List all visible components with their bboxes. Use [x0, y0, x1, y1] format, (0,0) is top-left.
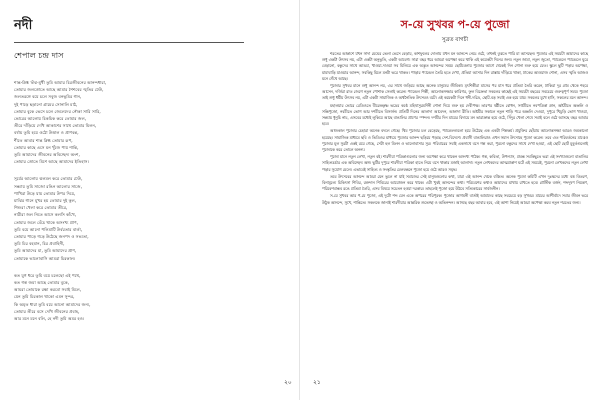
- title-rule: [14, 42, 244, 43]
- poem-line: আর মনে মনে বলি, হে নদী তুমি অমর হও।: [14, 316, 85, 322]
- article-paragraph: পুজো মানে নতুন লেখা, নতুন বই। শারদীয়া পত্রিকাগুলোর জন্য অপেক্ষা করে থাকেন অসংখ্য পাঠক। গল্প, কবিতা, উপন্যাস, প্রবন্ধ সবকিছুতে ভরা এই সংখ্যাগুলো বাঙালির সাহিত্যচর্চার এক অবিচ্ছেদ্য অঙ্গ। ছুটির দুপুরে শারদীয়া পত্রিকা হাতে নিয়ে বসে থাকার মজাই আলাদা। নতুন লেখকদের আত্মপ্রকাশ ঘটে এই সময়েই, পুরনো লেখকদের নতুন লেখা পড়ার সুযোগ মেলে। এভাবেই সাহিত্য ও সংস্কৃতির মেলবন্ধনে পুজো হয়ে ওঠে আরও সমৃদ্ধ।: [322, 154, 588, 172]
- poem-line: দুই পাড়ে ছড়ানো গ্রামের সোনালি মাঠ,: [14, 101, 78, 107]
- poem-line: কত গল্প জমা আছে তোমার বুকে,: [14, 280, 70, 286]
- poem-line: তোমার জলস্রোতে আছে আমার শৈশবের স্মৃতির ঢেউ,: [14, 87, 104, 93]
- poem-line: শান্ত-স্নিগ্ধ ঋঁঝ-মুখী তুমি আমার চিরজীবনের আনন্দধারা,: [14, 80, 107, 85]
- article-title: স-য়ে সুখবর প-য়ে পুজো: [400, 18, 510, 31]
- poem-line: কত যুগ ধরে তুমি বয়ে চলেছো এই পথে,: [14, 272, 81, 278]
- poem-line: ভোরের আলোয় চিকচিক করে তোমার জল,: [14, 116, 87, 122]
- article-paragraph: তবে উৎসবের আনন্দে আমরা যেন ভুলে না যাই সমাজের সেই মানুষগুলোর কথা, যারা এই আনন্দ থেকে বঞ্চিত। অনেক পুজো কমিটি এখন দুঃস্থদের মধ্যে বস্ত্র বিতরণ, বিনামূল্যে চিকিৎসা শিবির, রক্তদান শিবিরের আয়োজন করে থাকে। এটা খুবই আনন্দের কথা। পরিবেশের কথাও আমাদের মাথায় রাখতে হবে। প্লাস্টিক বর্জন, শব্দদূষণ নিয়ন্ত্রণ, পরিবেশবান্ধব রঙে প্রতিমা তৈরি, এসব বিষয়ে সচেতন হওয়া দরকার। তাহলেই পুজো হয়ে উঠবে সত্যিকারের সার্বজনীন।: [322, 173, 588, 192]
- poem-line: তোমার কাছে এসে মন খুঁজে পায় শান্তি,: [14, 144, 79, 150]
- poem-line: তোমার স্রোতে মিশে আছে আমাদের ইতিহাস।: [14, 159, 89, 165]
- poem-line: নারীরা জল নিতে আসে কলসি কাঁখে,: [14, 212, 77, 218]
- article-author: সুব্রত বাগচী: [441, 37, 469, 43]
- right-page-number: ২১: [313, 379, 321, 386]
- poem-line: সূর্যের আলোয় ঝলমল করে তোমার ঢেউ,: [14, 176, 83, 182]
- poem-line: তুমি বয়ে আনো পলিমাটি উর্বরতার বার্তা,: [14, 226, 83, 232]
- poem-title: নদী: [14, 18, 33, 33]
- poem-line: কি অমৃত ধারা তুমি বয়ে আনো আমাদের জন্য,: [14, 301, 91, 307]
- poem-author: শেপাল চন্দ্র দাস: [14, 51, 64, 60]
- poem-line: শীতে আবার শান্ত স্নিগ্ধ তোমার রূপ,: [14, 137, 73, 143]
- poem-line: মাঝির গানে মুখর হয় তোমার দুই কূল,: [14, 198, 77, 204]
- poem-line: তোমার তীরে বসে দেখি জীবনের প্রবাহ,: [14, 308, 80, 314]
- left-page-number: ২০: [284, 379, 292, 386]
- article-paragraph: মহালয়ার ভোরে রেডিওতে বীরেন্দ্রকৃষ্ণ ভদ্রের কণ্ঠে মহিষাসুরমর্দিনী শোনা দিয়ে শুরু হয় দেবীপক্ষ। তারপর ষষ্ঠীতে বোধন, সপ্তমীতে নবপত্রিকা স্নান, অষ্টমীতে অঞ্জলি ও সন্ধিপুজো, নবমীতে ভোগ আর দশমীতে বিসর্জন। প্রতিটি দিনের আলাদা আবেদন, আলাদা রীতি। অষ্টমীর সকালে নতুন শাড়ি পরে অঞ্জলি দেওয়া, দুপুরে খিচুড়ি ভোগ খাওয়া, সন্ধ্যায় ধুনুচি নাচ, এসবের মধ্যেই লুকিয়ে আছে বাঙালির প্রাণের স্পন্দন। দশমীর দিন মায়ের বিদায়ে মন ভারাক্রান্ত হয়ে ওঠে, সিঁদুর খেলা শেষে সবাই বলে ওঠে আসছে বছর আবার হবে।: [322, 102, 588, 127]
- poem-line: তীরে দাঁড়িয়ে দেখি আকাশের সাথে তোমার মিলন,: [14, 123, 97, 129]
- poem-stanza: [14, 272, 282, 322]
- poem-line: তোমার জলে বেঁচে থাকে অসংখ্য প্রাণ,: [14, 219, 78, 225]
- poem-line: শিশুরা খেলা করে তোমার তীরে,: [14, 205, 68, 211]
- article-paragraph: পুজোর সুখবর মানে শুধু আনন্দ নয়, এর সাথে জড়িয়ে আছে অনেক মানুষের জীবিকা। মৃৎশিল্পীরা মাসের পর মাস ধরে প্রতিমা তৈরি করেন, ঢাকিরা দূর গ্রাম থেকে শহরে আসেন, দর্জিরা রাত জেগে নতুন পোশাক সেলাই করেন। প্যান্ডেল শিল্পী, আলোকসজ্জার কারিগর, ফুল বিক্রেতা সকলের কাছেই এই সময়টা বছরের সবচেয়ে গুরুত্বপূর্ণ সময়। পুজো তাই শুধু ধর্মীয় উৎসব নয়, এটা একটা সামাজিক ও অর্থনৈতিক উৎসবও বটে। এই কয়েকটা দিনে ধনী-দরিদ্র, ছোট-বড় সবাই এক হয়ে যায়। সকলের মুখে হাসি, সকলের মনে আনন্দ।: [322, 83, 588, 101]
- poem-line: জলতরঙ্গে বয়ে চলে সবুজ বনভূমির গান,: [14, 94, 82, 100]
- article-paragraph: শরতের আকাশে যখন সাদা মেঘের ভেলা ভেসে বেড়ায়, কাশফুলের দোলায় যখন মন আনন্দে নেচে ওঠে, তখনই বুঝতে পারি মা আসছেন। পুজোর এই সময়টা আমাদের কাছে শুধু একটা উৎসব নয়, এটা একটা অনুভূতি, একটা আবেগ। সারা বছর ধরে আমরা অপেক্ষা করে থাকি এই কয়েকটা দিনের জন্য। নতুন জামা, নতুন জুতো, প্যান্ডেলে প্যান্ডেলে ঘুরে বেড়ানো, বন্ধুদের সাথে আড্ডা, খাওয়া-দাওয়া সব মিলিয়ে এক অদ্ভুত আনন্দের সময়। ছোটবেলায় পুজোর আগে থেকেই দিন গোনা শুরু হয়ে যেত। স্কুলে ছুটি পড়ার অপেক্ষা, মামাবাড়ি যাওয়ার আনন্দ, সবকিছু মিলে মনটা ভরে থাকত। পাড়ার প্যান্ডেল তৈরি হতে দেখা, প্রতিমা আসার দিন রাস্তায় দাঁড়িয়ে থাকা, ঢাকের আওয়াজ শোনা, এসব স্মৃতি আজও মনে গেঁথে আছে।: [322, 51, 588, 81]
- poem-line: তুমি আমাদের মা, তুমি আমাদের প্রাণ,: [14, 248, 77, 254]
- poem-line: তোমার বুকে ভেসে চলে জেলেদের নৌকা সারি সারি,: [14, 108, 101, 114]
- poem-line: তোমাকে ভালোবাসি আমরা চিরকাল।: [14, 255, 76, 261]
- article-paragraph: স-য়ে সুখবর আর প-য়ে পুজো, এই দুটো শব্দ যেন একে অপরের পরিপূরক। পুজোর আগমনী বার্তাই আমাদের কাছে সবচেয়ে বড় সুখবর। মায়ের আশীর্বাদে সবার জীবন ভরে উঠুক আনন্দে, সুখে, শান্তিতে। সকলকে জানাই শারদীয়ার আন্তরিক শুভেচ্ছা ও অভিনন্দন। আসছে বছর আবার হবে, এই আশা নিয়েই আমরা অপেক্ষা করব নতুন শরতের জন্য।: [322, 193, 588, 205]
- poem-stanza: [14, 79, 282, 165]
- poem-line: সন্ধ্যায় তুমি সাজো রঙিন আলোর সাজে,: [14, 183, 82, 189]
- poem-line: আমরা তোমাকে রক্ষা করবো সবাই মিলে,: [14, 287, 82, 293]
- article-paragraph: আজকাল পুজোর চেহারা অনেক বদলে গেছে। থিম পুজোর চল বেড়েছে, প্যান্ডেলগুলো হয়ে উঠেছে এক একটা শিল্পকর্ম। প্রযুক্তির ছোঁয়ায় আলোকসজ্জা আরও জমকালো হয়েছে। সামাজিক মাধ্যমে ছবি ও ভিডিওর মাধ্যমে পুজোর আনন্দ ছড়িয়ে পড়ছে দেশ-বিদেশে। প্রবাসী বাঙালিরাও এখন সমান উৎসাহে পুজো করেন। তবে এত পরিবর্তনের মাঝেও পুজোর মূল সুরটা একই রয়ে গেছে, সেটা হল মিলন ও ভালোবাসার সুর। পরিবারের সবাই একসাথে বসে গল্প করা, পুরনো বন্ধুদের সাথে দেখা হওয়া, এই ছোট ছোট মুহূর্তগুলোই পুজোকে করে তোলে অনন্য।: [322, 128, 588, 153]
- poem-body: [14, 79, 282, 322]
- poem-stanza: [14, 175, 282, 261]
- poem-line: পাখিরা উড়ে যায় তোমার উপর দিয়ে,: [14, 190, 76, 196]
- poem-line: তুমি চির বহমান, চির প্রবাহিনী,: [14, 241, 65, 247]
- poem-line: তোমার পাড়ে গড়ে উঠেছে জনপদ ও সভ্যতা,: [14, 234, 89, 240]
- right-page: [300, 0, 600, 400]
- poem-line: বর্ষায় তুমি হয়ে ওঠো উত্তাল ও প্রাণবন্ত,: [14, 130, 79, 136]
- article-body: [322, 51, 588, 206]
- poem-line: তুমি আমাদের জীবনের অবিচ্ছেদ্য অংশ,: [14, 152, 80, 158]
- poem-line: যেন তুমি চিরকাল থাকো এমন সুন্দর,: [14, 294, 75, 300]
